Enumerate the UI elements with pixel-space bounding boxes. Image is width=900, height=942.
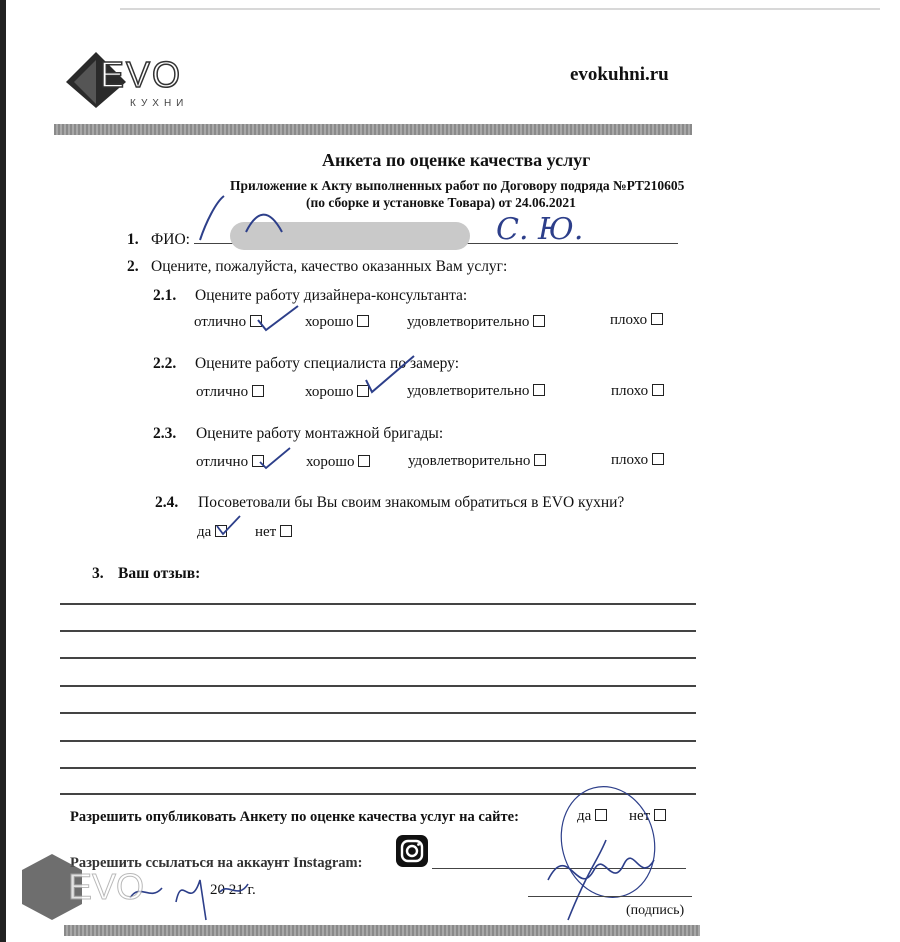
option-label: нет xyxy=(255,524,277,540)
feedback-line xyxy=(60,793,696,795)
evo-logo xyxy=(66,46,196,116)
checkbox[interactable] xyxy=(280,525,292,537)
q22-number: 2.2. xyxy=(153,355,177,372)
option-label: удовлетворительно xyxy=(408,453,531,469)
instagram-field-line[interactable] xyxy=(432,868,686,869)
publish-label: Разрешить опубликовать Анкету по оценке качества услуг на сайте: xyxy=(70,809,519,825)
feedback-line xyxy=(60,712,696,714)
checkbox[interactable] xyxy=(533,384,545,396)
q2-number: 2. xyxy=(127,258,139,275)
q3-number: 3. xyxy=(92,565,104,582)
feedback-line xyxy=(60,767,696,769)
q21-label: Оцените работу дизайнера-консультанта: xyxy=(195,287,468,304)
checkbox-checked[interactable] xyxy=(250,315,262,327)
q24-label: Посоветовали бы Вы своим знакомым обратиться в EVO кухни? xyxy=(198,494,625,511)
checkbox[interactable] xyxy=(357,315,369,327)
publish-option-no[interactable] xyxy=(629,808,666,825)
option-label: плохо xyxy=(611,383,649,399)
option-label: отлично xyxy=(196,384,249,400)
watermark-logo xyxy=(18,852,178,922)
q23-option-good[interactable] xyxy=(306,454,370,471)
fio-handwritten: С. Ю. xyxy=(496,212,584,247)
checkbox[interactable] xyxy=(654,809,666,821)
subtitle-line-2: (по сборке и установке Товара) от 24.06.2021 xyxy=(306,195,576,210)
checkbox[interactable] xyxy=(652,384,664,396)
option-label: хорошо xyxy=(305,314,354,330)
option-label: плохо xyxy=(610,312,648,328)
q22-label: Оцените работу специалиста по замеру: xyxy=(195,355,460,372)
option-label: хорошо xyxy=(305,384,354,400)
option-label: да xyxy=(577,808,592,824)
feedback-line xyxy=(60,657,696,659)
q21-option-bad[interactable] xyxy=(610,312,663,329)
checkbox[interactable] xyxy=(533,315,545,327)
q22-option-excellent[interactable] xyxy=(196,384,264,401)
q1-label: ФИО: xyxy=(151,231,190,248)
feedback-line xyxy=(60,685,696,687)
option-label: отлично xyxy=(196,454,249,470)
option-label: отлично xyxy=(194,314,247,330)
checkbox-checked[interactable] xyxy=(595,809,607,821)
q23-option-excellent[interactable] xyxy=(196,454,264,471)
page-edge xyxy=(0,0,6,942)
q2-label: Оцените, пожалуйста, качество оказанных Вам услуг: xyxy=(151,258,508,275)
checkbox[interactable] xyxy=(652,453,664,465)
q1-number: 1. xyxy=(127,231,139,248)
signature-line[interactable] xyxy=(528,896,692,897)
option-label: удовлетворительно xyxy=(407,314,530,330)
q21-option-excellent[interactable] xyxy=(194,314,262,331)
footer-band xyxy=(64,925,700,936)
option-label: хорошо xyxy=(306,454,355,470)
publish-option-yes[interactable] xyxy=(577,808,607,825)
option-label: плохо xyxy=(611,452,649,468)
checkbox-checked[interactable] xyxy=(215,525,227,537)
subtitle-line-1: Приложение к Акту выполненных работ по Договору подряда №PT210605 xyxy=(230,178,685,193)
checkbox[interactable] xyxy=(651,313,663,325)
signature-caption: (подпись) xyxy=(626,903,685,918)
q22-option-good[interactable] xyxy=(305,384,369,401)
checkbox-checked[interactable] xyxy=(357,385,369,397)
logo-brand-text: EVO xyxy=(100,54,183,95)
q24-number: 2.4. xyxy=(155,494,179,511)
checkbox[interactable] xyxy=(358,455,370,467)
logo-sub-text: КУХНИ xyxy=(130,98,189,109)
site-url: evokuhni.ru xyxy=(570,64,669,85)
option-label: удовлетворительно xyxy=(407,383,530,399)
checkbox[interactable] xyxy=(252,385,264,397)
q23-option-bad[interactable] xyxy=(611,452,664,469)
feedback-line xyxy=(60,630,696,632)
header-band xyxy=(54,124,692,135)
q3-label: Ваш отзыв: xyxy=(118,565,201,582)
option-label: нет xyxy=(629,808,651,824)
q21-option-good[interactable] xyxy=(305,314,369,331)
q24-option-yes[interactable] xyxy=(197,524,227,541)
feedback-line xyxy=(60,740,696,742)
page-top-edge xyxy=(120,8,880,10)
q23-number: 2.3. xyxy=(153,425,177,442)
q23-option-satisfactory[interactable] xyxy=(408,453,546,470)
q24-option-no[interactable] xyxy=(255,524,292,541)
checkbox-checked[interactable] xyxy=(252,455,264,467)
watermark-brand: EVO xyxy=(68,866,145,907)
fio-redaction xyxy=(230,222,470,250)
instagram-label: Разрешить ссылаться на аккаунт Instagram: xyxy=(70,855,363,871)
q21-option-satisfactory[interactable] xyxy=(407,314,545,331)
q21-number: 2.1. xyxy=(153,287,177,304)
q22-option-bad[interactable] xyxy=(611,383,664,400)
feedback-line xyxy=(60,603,696,605)
q23-label: Оцените работу монтажной бригады: xyxy=(196,425,444,442)
q22-option-satisfactory[interactable] xyxy=(407,383,545,400)
page-title: Анкета по оценке качества услуг xyxy=(322,150,591,170)
option-label: да xyxy=(197,524,212,540)
checkbox[interactable] xyxy=(534,454,546,466)
instagram-icon xyxy=(396,835,428,867)
date-suffix: 20 21 г. xyxy=(210,882,256,898)
